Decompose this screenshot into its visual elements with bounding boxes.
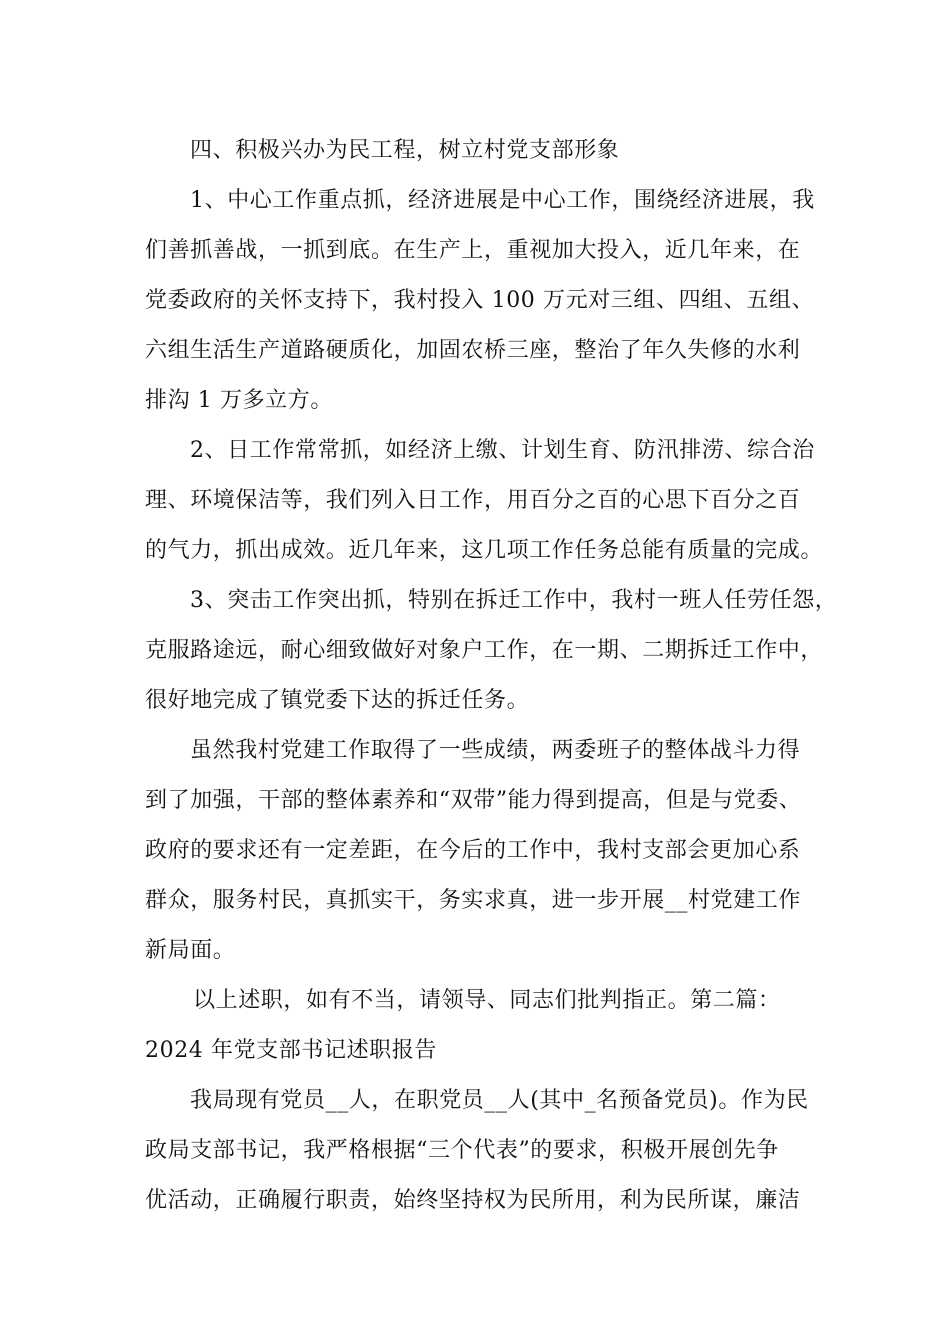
paragraph-line: 新局面。 [145, 938, 236, 963]
paragraph-line: 以上述职，如有不当，请领导、同志们批判指正。第二篇： [193, 988, 781, 1013]
paragraph-line: 六组生活生产道路硬质化，加固农桥三座，整治了年久失修的水利 [145, 338, 801, 363]
paragraph-line: 排沟 1 万多立方。 [145, 388, 333, 413]
paragraph-line: 党委政府的关怀支持下，我村投入 100 万元对三组、四组、五组、 [145, 288, 815, 313]
paragraph-line: 理、环境保洁等，我们列入日工作，用百分之百的心思下百分之百 [145, 488, 801, 513]
paragraph-line: 政局支部书记，我严格根据“三个代表”的要求，积极开展创先争 [145, 1138, 779, 1163]
paragraph-line: 很好地完成了镇党委下达的拆迁任务。 [145, 688, 530, 713]
paragraph-line: 虽然我村党建工作取得了一些成绩，两委班子的整体战斗力得 [190, 738, 801, 763]
paragraph-line: 3、突击工作突出抓，特别在拆迁工作中，我村一班人任劳任怨， [190, 588, 838, 613]
paragraph-line: 2、日工作常常抓，如经济上缴、计划生育、防汛排涝、综合治 [190, 438, 815, 463]
paragraph-line: 到了加强，干部的整体素养和“双带”能力得到提高，但是与党委、 [145, 788, 802, 813]
paragraph-line: 克服路途远，耐心细致做好对象户工作，在一期、二期拆迁工作中， [145, 638, 824, 663]
paragraph-line: 我局现有党员__人，在职党员__人(其中_名预备党员)。作为民 [190, 1088, 809, 1113]
paragraph-line: 政府的要求还有一定差距，在今后的工作中，我村支部会更加心系 [145, 838, 801, 863]
paragraph-line: 们善抓善战，一抓到底。在生产上，重视加大投入，近几年来，在 [145, 238, 801, 263]
paragraph-line: 1、中心工作重点抓，经济进展是中心工作，围绕经济进展，我 [190, 188, 815, 213]
second-part-title: 2024 年党支部书记述职报告 [145, 1038, 437, 1063]
paragraph-line: 的气力，抓出成效。近几年来，这几项工作任务总能有质量的完成。 [145, 538, 824, 563]
section-heading: 四、积极兴办为民工程，树立村党支部形象 [190, 138, 620, 163]
paragraph-line: 优活动，正确履行职责，始终坚持权为民所用，利为民所谋，廉洁 [145, 1188, 801, 1213]
paragraph-line: 群众，服务村民，真抓实干，务实求真，进一步开展__村党建工作 [145, 888, 802, 913]
